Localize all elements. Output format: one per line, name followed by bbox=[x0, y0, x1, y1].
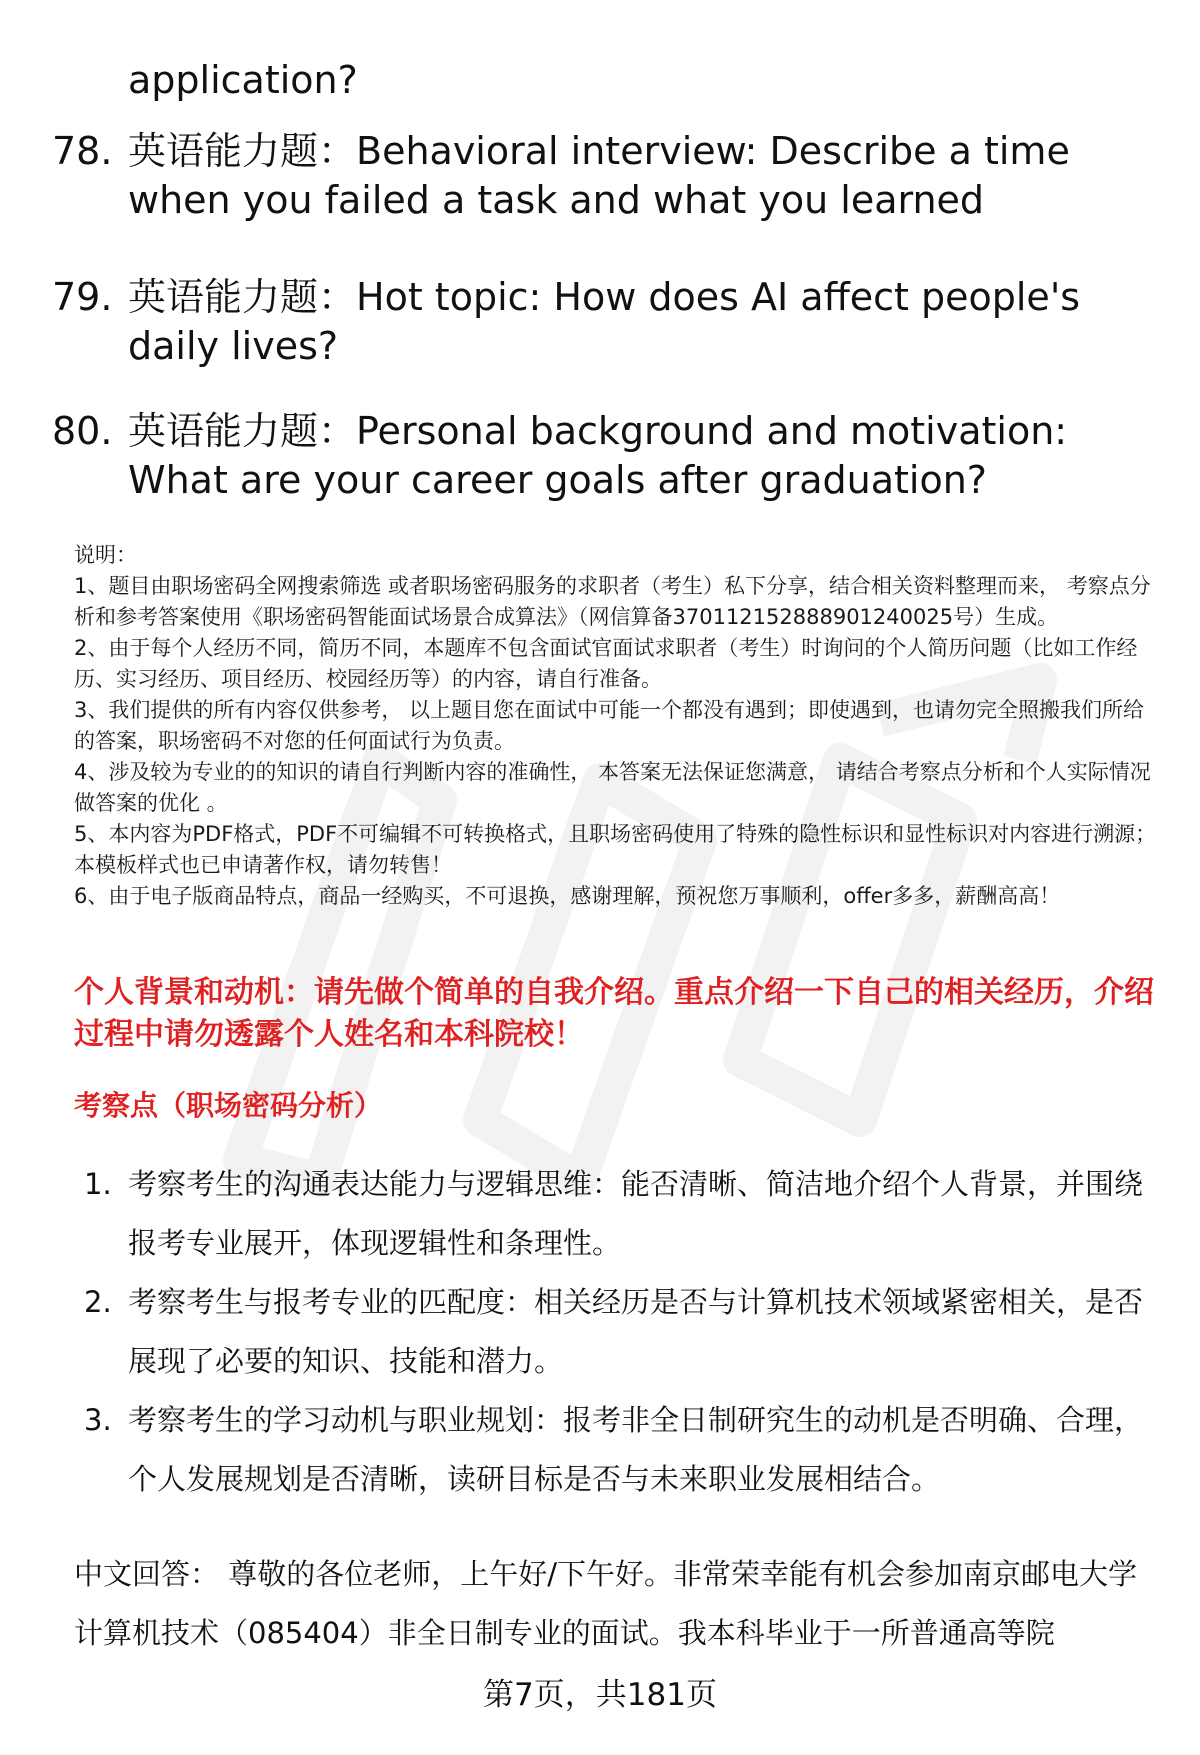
analysis-point bbox=[84, 1155, 1164, 1273]
analysis-point bbox=[84, 1391, 1164, 1509]
chinese-answer: 中文回答： 尊敬的各位老师，上午好/下午好。非常荣幸能有机会参加南京邮电大学计算机技术（085404）非全日制专业的面试。我本科毕业于一所普通高等院 bbox=[74, 1557, 1137, 1650]
point-number: 1. bbox=[84, 1167, 112, 1201]
question-text: 英语能力题：Behavioral interview: Describe a time when you failed a task and what you learned bbox=[128, 129, 1070, 222]
note-item: 6、由于电子版商品特点，商品一经购买，不可退换，感谢理解，预祝您万事顺利，offer多多，薪酬高高！ bbox=[74, 884, 1061, 908]
note-item: 1、题目由职场密码全网搜索筛选 或者职场密码服务的求职者（考生）私下分享，结合相关资料整理而来， 考察点分析和参考答案使用《职场密码智能面试场景合成算法》（网信算备370112152888901240025号）生成。 bbox=[74, 574, 1151, 629]
analysis-heading: 考察点（职场密码分析） bbox=[74, 1089, 383, 1122]
note-item: 2、由于每个人经历不同，简历不同，本题库不包含面试官面试求职者（考生）时询问的个人简历问题（比如工作经历、实习经历、项目经历、校园经历等）的内容，请自行准备。 bbox=[74, 636, 1138, 691]
question-text: 英语能力题：Personal background and motivation: What are your career goals after graduation? bbox=[128, 409, 1068, 502]
notes-heading: 说明： bbox=[74, 543, 137, 567]
notes-block bbox=[74, 540, 1164, 912]
question-continuation: application? bbox=[128, 58, 358, 102]
page-footer: 第7页，共181页 bbox=[483, 1677, 717, 1713]
question-number: 80. bbox=[52, 409, 113, 453]
point-text: 考察考生与报考专业的匹配度：相关经历是否与计算机技术领域紧密相关，是否展现了必要的知识、技能和潜力。 bbox=[128, 1285, 1144, 1378]
point-number: 2. bbox=[84, 1285, 112, 1319]
analysis-point bbox=[84, 1273, 1164, 1391]
question-number: 79. bbox=[52, 275, 113, 319]
point-text: 考察考生的学习动机与职业规划：报考非全日制研究生的动机是否明确、合理，个人发展规划是否清晰，读研目标是否与未来职业发展相结合。 bbox=[128, 1403, 1144, 1496]
point-number: 3. bbox=[84, 1403, 112, 1437]
question-number: 78. bbox=[52, 129, 113, 173]
note-item: 3、我们提供的所有内容仅供参考， 以上题目您在面试中可能一个都没有遇到；即使遇到，也请勿完全照搬我们所给的答案，职场密码不对您的任何面试行为负责。 bbox=[74, 698, 1145, 753]
analysis-list bbox=[84, 1155, 1164, 1509]
point-text: 考察考生的沟通表达能力与逻辑思维：能否清晰、简洁地介绍个人背景，并围绕报考专业展开，体现逻辑性和条理性。 bbox=[128, 1167, 1144, 1260]
section-title: 个人背景和动机：请先做个简单的自我介绍。重点介绍一下自己的相关经历，介绍过程中请勿透露个人姓名和本科院校！ bbox=[74, 975, 1154, 1052]
note-item: 5、本内容为PDF格式，PDF不可编辑不可转换格式，且职场密码使用了特殊的隐性标识和显性标识对内容进行溯源；本模板样式也已申请著作权，请勿转售！ bbox=[74, 822, 1157, 877]
question-text: 英语能力题：Hot topic: How does AI affect people's daily lives? bbox=[128, 275, 1081, 368]
note-item: 4、涉及较为专业的的知识的请自行判断内容的准确性， 本答案无法保证您满意， 请结合考察点分析和个人实际情况做答案的优化 。 bbox=[74, 760, 1151, 815]
